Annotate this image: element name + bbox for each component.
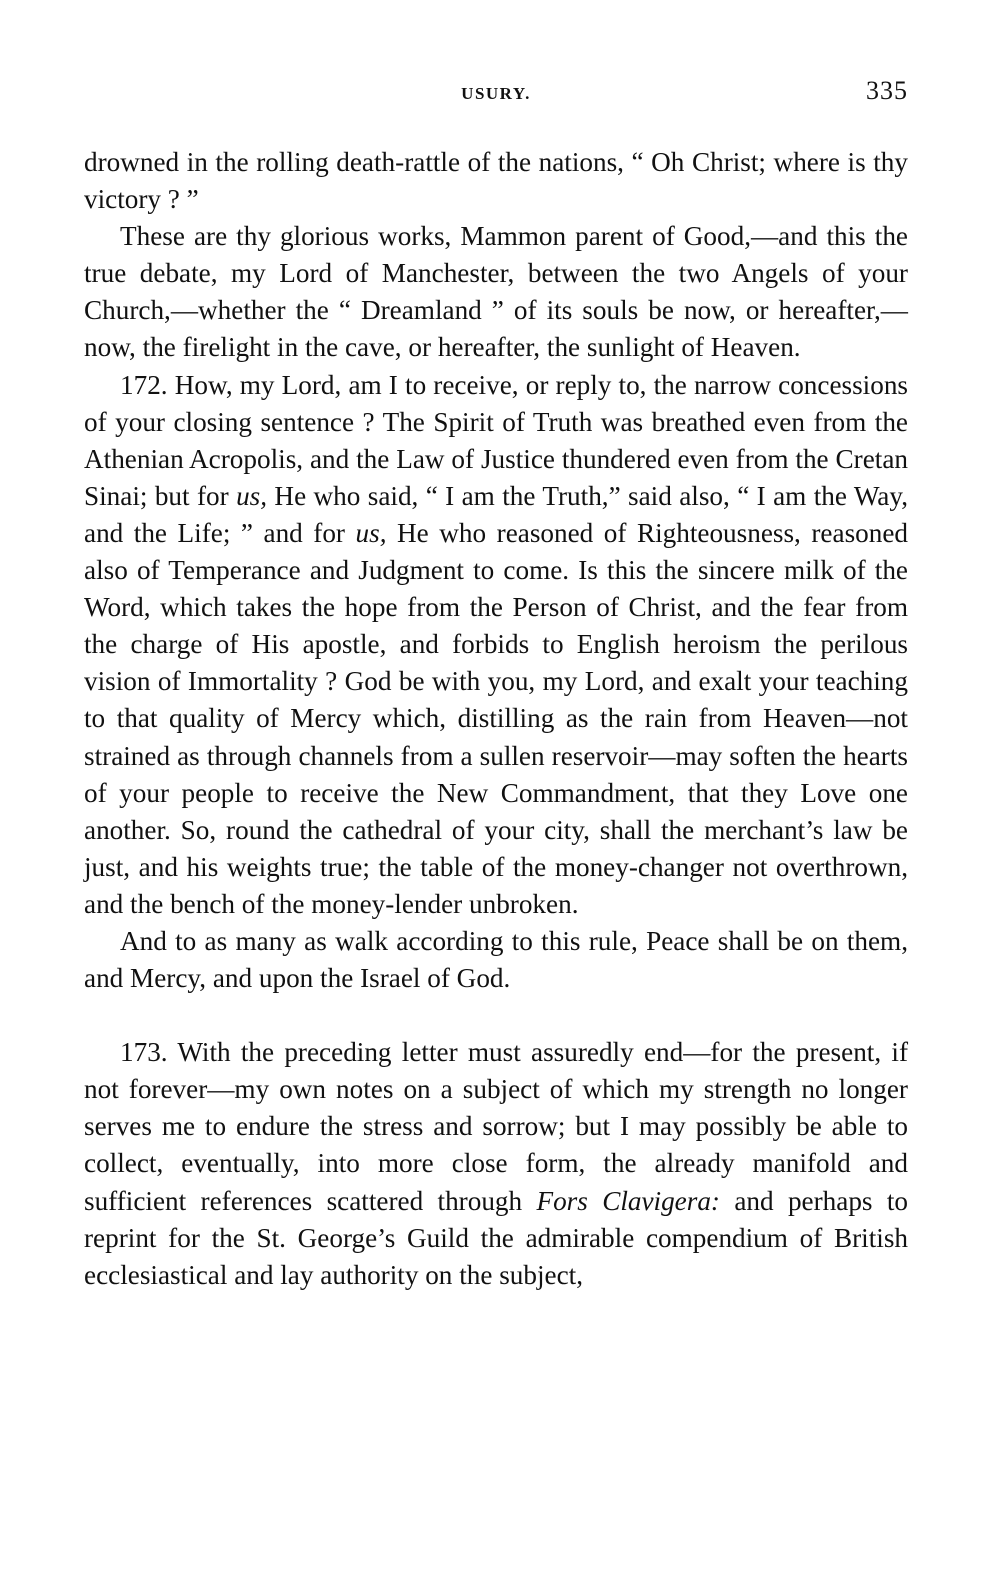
page-number: 335 bbox=[866, 76, 908, 105]
italic-text-segment: us, bbox=[236, 480, 268, 511]
text-segment: drowned in the rolling death-rattle of the nations, “ Oh Christ; where is thy victory ? ” bbox=[84, 147, 908, 215]
paragraph bbox=[84, 218, 908, 366]
body-text bbox=[84, 144, 908, 1294]
text-segment: And to as many as walk according to this rule, Peace shall be on them, and Mercy, and upon the Israel of God. bbox=[84, 925, 908, 994]
italic-text-segment: Fors Clavigera: bbox=[536, 1185, 720, 1216]
running-head-title: USURY. bbox=[461, 84, 531, 103]
paragraph bbox=[84, 144, 908, 218]
paragraph bbox=[84, 367, 908, 923]
paragraph bbox=[84, 923, 908, 997]
text-segment: He who reasoned of Righteousness, reasoned also of Temperance and Judgment to come. Is this the sincere milk of the Word, which takes the hope from the Person of Christ, and the fear from the charge of His apostle, and forbids to English heroism the perilous vision of Immortality ? God be with you, my Lord, and exalt your teaching to that quality of Mercy which, distilling as the rain from Heaven—not strained as through channels from a sullen reservoir—may soften the hearts of your people to receive the New Commandment, that they Love one another. So, round the cathedral of your city, shall the merchant’s law be just, and his weights true; the table of the money-changer not overthrown, and the bench of the money-lender unbroken. bbox=[84, 517, 908, 919]
book-page bbox=[84, 70, 908, 1294]
text-segment: 172. How, my Lord, am I to receive, or reply to, the narrow concessions of your closing sentence ? The Spirit of Truth was breathed even from the Athenian Acropolis, and the Law of Justice thundered even from the Cretan Sinai; but for bbox=[84, 369, 908, 511]
text-segment: 173. With the preceding letter must assuredly end—for the present, if not forever—my own notes on a subject of which my strength no longer serves me to endure the stress and sorrow; but I may possibly be able to collect, eventually, into more close form, the already manifold and sufficient references scattered through bbox=[84, 1037, 908, 1216]
text-segment: These are thy glorious works, Mammon parent of Good,—and this the true debate, my Lord of Manchester, between the two Angels of your Church,—whether the “ Dreamland ” of its souls be now, or hereafter,—now, the firelight in the cave, or hereafter, the sunlight of Heaven. bbox=[84, 221, 908, 363]
running-head bbox=[84, 70, 908, 110]
text-segment: and perhaps to reprint for the St. George’s Guild the admirable compendium of British ecclesiastical and lay authority on the subject, bbox=[84, 1185, 909, 1290]
text-segment: He who said, “ I am the Truth,” said also, “ I am the Way, and the Life; ” and for bbox=[84, 480, 908, 548]
italic-text-segment: us, bbox=[355, 517, 387, 548]
paragraph bbox=[84, 1034, 908, 1294]
